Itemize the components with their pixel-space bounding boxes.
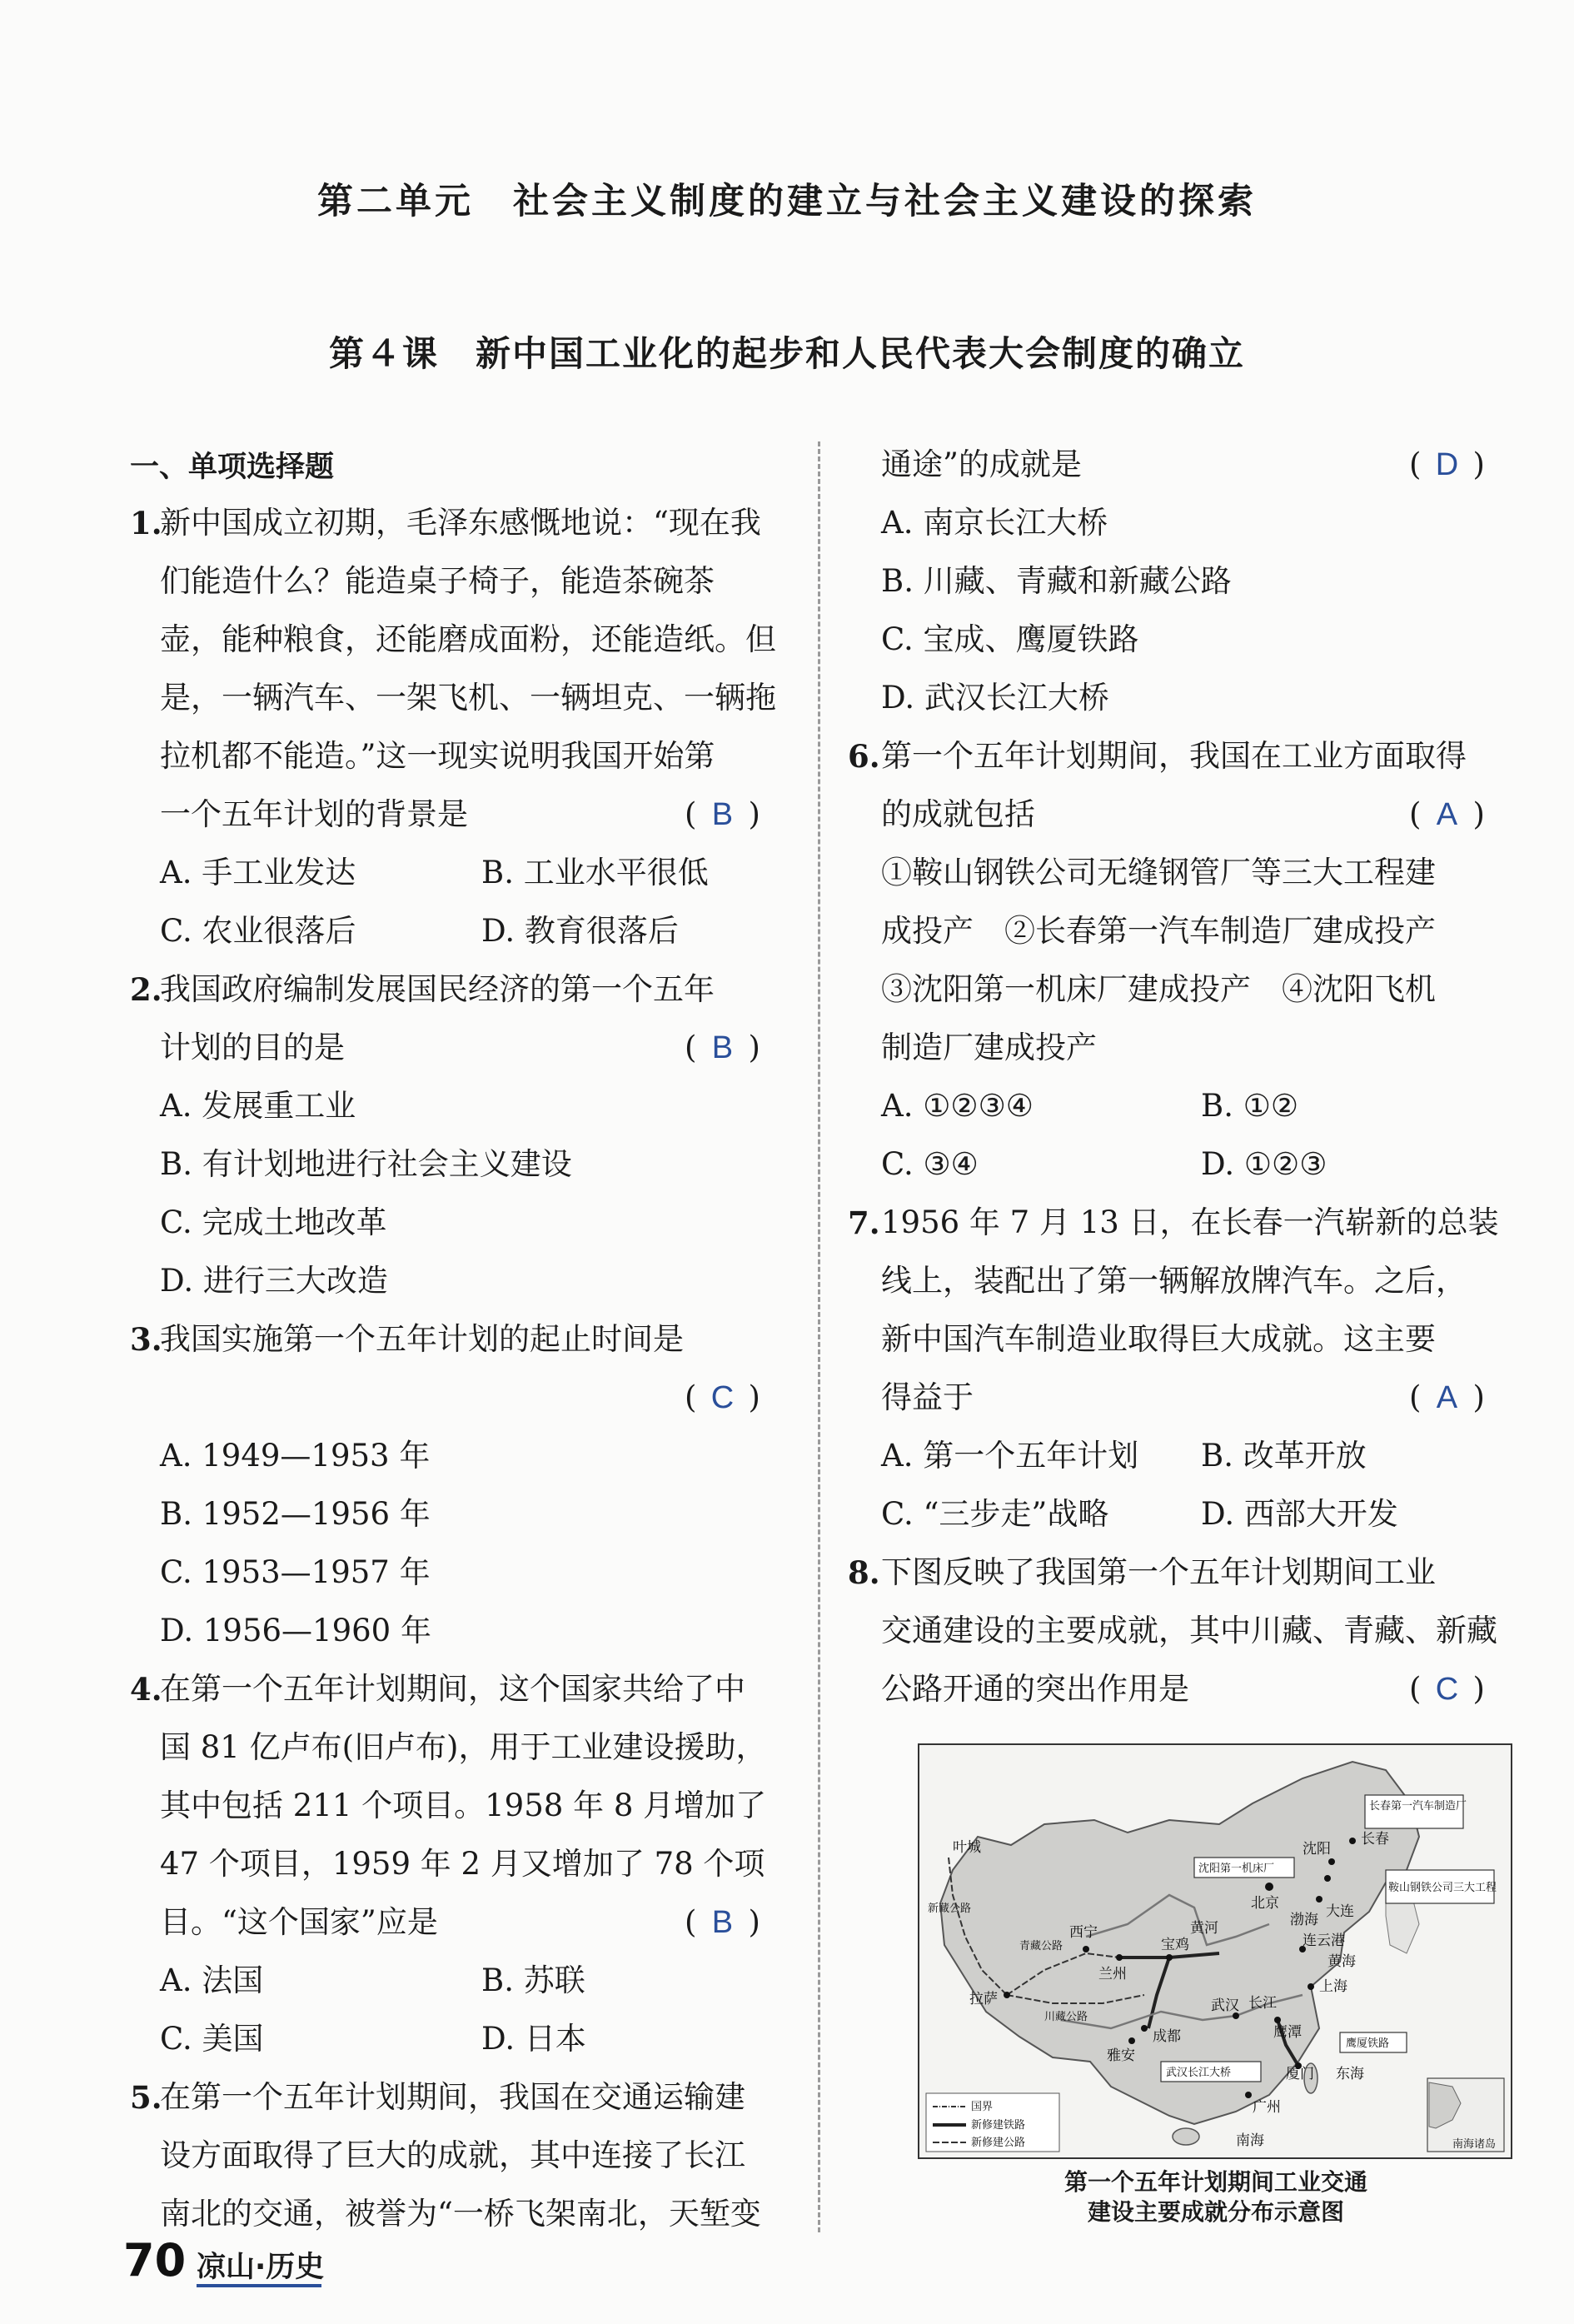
option-a: A. 发展重工业 <box>160 1088 356 1124</box>
paren-right: ) <box>1472 446 1485 482</box>
question-stem-line: 下图反映了我国第一个五年计划期间工业 <box>881 1554 1436 1590</box>
city-dot-shanghai <box>1308 1983 1314 1990</box>
label-chengdu: 成都 <box>1153 2028 1181 2045</box>
city-dot-xining <box>1083 1946 1089 1952</box>
label-lanzhou: 兰州 <box>1098 1966 1127 1982</box>
city-dot-lhasa <box>1004 1992 1010 1998</box>
answer-box <box>1409 1660 1485 1718</box>
question-stem-line: 新中国成立初期，毛泽东感慨地说：“现在我 <box>160 505 761 541</box>
question-stem-line: 其中包括 211 个项目。1958 年 8 月增加了 <box>160 1788 767 1823</box>
option-d: D. 教育很落后 <box>481 913 679 949</box>
label-bohai: 渤海 <box>1290 1912 1318 1928</box>
question-stem-line: 公路开通的突出作用是 <box>881 1671 1189 1707</box>
option-b: B. 工业水平很低 <box>481 855 709 890</box>
option-a: A. 1949—1953 年 <box>160 1438 431 1474</box>
option-a: A. 手工业发达 <box>160 855 356 890</box>
label-changchun-plant: 长春第一汽车制造厂 <box>1369 1800 1467 1813</box>
answer-letter: B <box>711 1030 734 1065</box>
label-guangzhou: 广州 <box>1253 2099 1281 2116</box>
question-stem-line: 交通建设的主要成就，其中川藏、青藏、新藏 <box>881 1613 1497 1648</box>
option-a: A. 第一个五年计划 <box>881 1438 1139 1474</box>
answer-letter: D <box>1435 447 1459 482</box>
option-d: D. 1956—1960 年 <box>160 1613 431 1648</box>
paren-left: ( <box>685 1379 697 1415</box>
label-south-sea: 南海 <box>1236 2132 1264 2149</box>
label-baoji: 宝鸡 <box>1161 1937 1189 1953</box>
label-xinzang: 新藏公路 <box>928 1903 972 1915</box>
footer-underline <box>197 2284 321 2287</box>
inset-label: 南海诸岛 <box>1452 2138 1497 2151</box>
label-beijing: 北京 <box>1251 1895 1279 1912</box>
option-d: D. 进行三大改造 <box>160 1263 388 1299</box>
question-number: 7. <box>848 1204 880 1241</box>
lesson-title: 第４课 新中国工业化的起步和人民代表大会制度的确立 <box>328 333 1245 374</box>
page-number: 70 <box>123 2234 187 2287</box>
paren-right: ) <box>1472 1379 1485 1415</box>
option-c: C. 农业很落后 <box>160 913 356 949</box>
paren-left: ( <box>1409 1671 1422 1707</box>
city-dot-baoji <box>1166 1954 1173 1961</box>
paren-right: ) <box>748 1030 760 1065</box>
option-a: A. 法国 <box>160 1962 264 1998</box>
question-number: 4. <box>130 1671 162 1708</box>
south-china-sea-inset <box>1427 2078 1504 2152</box>
question-stem-line: ③沈阳第一机床厂建成投产 ④沈阳飞机 <box>881 971 1436 1007</box>
map-legend <box>926 2093 1059 2152</box>
question-stem-line: 国 81 亿卢布(旧卢布)，用于工业建设援助， <box>160 1729 767 1765</box>
question-stem-line: 壶，能种粮食，还能磨成面粉，还能造纸。但 <box>160 621 776 657</box>
question-stem-line: 制造厂建成投产 <box>881 1030 1097 1065</box>
answer-letter: C <box>710 1380 735 1415</box>
map-caption-line-2: 建设主要成就分布示意图 <box>1087 2198 1344 2226</box>
label-lhasa: 拉萨 <box>969 1991 998 2007</box>
label-qingzang: 青藏公路 <box>1019 1940 1063 1952</box>
question-stem-line: 我国实施第一个五年计划的起止时间是 <box>160 1321 684 1357</box>
question-number: 2. <box>130 971 162 1008</box>
option-c: C. 宝成、鹰厦铁路 <box>881 621 1139 657</box>
option-d: D. 西部大开发 <box>1201 1496 1398 1532</box>
label-yecheng: 叶城 <box>953 1839 981 1856</box>
option-b: B. 有计划地进行社会主义建设 <box>160 1146 572 1182</box>
paren-right: ) <box>748 796 760 832</box>
label-dalian: 大连 <box>1326 1903 1354 1920</box>
label-xining: 西宁 <box>1069 1924 1098 1941</box>
answer-letter: B <box>711 1905 734 1940</box>
answer-box <box>685 1019 760 1077</box>
label-yangtze: 长江 <box>1248 1995 1277 2012</box>
option-d: D. 日本 <box>481 2021 586 2057</box>
paren-right: ) <box>1472 796 1485 832</box>
city-dot-beijing <box>1265 1883 1273 1891</box>
label-changchun: 长春 <box>1361 1831 1389 1848</box>
label-east-sea: 东海 <box>1336 2066 1364 2082</box>
map-caption-line-1: 第一个五年计划期间工业交通 <box>1063 2168 1367 2196</box>
label-yingxia: 鹰厦铁路 <box>1346 2037 1390 2050</box>
column-divider <box>818 441 820 2232</box>
answer-box <box>685 1893 760 1952</box>
label-yellow-river: 黄河 <box>1190 1920 1218 1937</box>
map-figure <box>918 1743 1512 2159</box>
question-stem-line: 得益于 <box>881 1379 974 1415</box>
question-stem-line: 拉机都不能造。”这一现实说明我国开始第 <box>160 738 715 774</box>
option-b: B. 改革开放 <box>1201 1438 1367 1474</box>
paren-left: ( <box>1409 446 1422 482</box>
option-c: C. 完成土地改革 <box>160 1204 387 1240</box>
question-stem-line: 成投产 ②长春第一汽车制造厂建成投产 <box>881 913 1436 949</box>
label-yingtan: 鹰潭 <box>1273 2024 1302 2041</box>
hainan-island <box>1173 2128 1199 2145</box>
label-wuhan-bridge: 武汉长江大桥 <box>1166 2067 1232 2079</box>
question-number: 3. <box>130 1321 162 1358</box>
question-stem-line: 47 个项目，1959 年 2 月又增加了 78 个项 <box>160 1846 765 1882</box>
legend-border: 国界 <box>971 2101 994 2113</box>
option-c: C. ③④ <box>881 1146 979 1182</box>
answer-box <box>1409 436 1485 494</box>
answer-box <box>1409 785 1485 844</box>
city-dot-yaan <box>1128 2037 1135 2044</box>
option-b: B. 1952—1956 年 <box>160 1496 431 1532</box>
china-map <box>919 1745 1511 2157</box>
question-number: 5. <box>130 2079 162 2116</box>
paren-left: ( <box>685 1030 697 1065</box>
option-d: D. ①②③ <box>1201 1146 1327 1182</box>
label-xiamen: 厦门 <box>1286 2066 1314 2082</box>
question-stem-line: 在第一个五年计划期间，我国在交通运输建 <box>160 2079 745 2115</box>
question-number: 6. <box>848 738 880 775</box>
legend-rail: 新修建铁路 <box>971 2119 1026 2132</box>
option-b: B. ①② <box>1201 1088 1299 1124</box>
city-dot-lanzhou <box>1116 1954 1123 1961</box>
option-c: C. 1953—1957 年 <box>160 1554 431 1590</box>
question-number: 8. <box>848 1554 880 1591</box>
question-stem-line: 计划的目的是 <box>160 1030 345 1065</box>
paren-left: ( <box>1409 1379 1422 1415</box>
question-stem-line: 新中国汽车制造业取得巨大成就。这主要 <box>881 1321 1436 1357</box>
paren-right: ) <box>748 1904 760 1940</box>
question-stem-line: 们能造什么？能造桌子椅子，能造茶碗茶 <box>160 563 715 599</box>
question-stem-line: 通途”的成就是 <box>881 446 1082 482</box>
question-stem-line: 第一个五年计划期间，我国在工业方面取得 <box>881 738 1467 774</box>
label-wuhan: 武汉 <box>1211 1997 1239 2014</box>
answer-box <box>1409 1369 1485 1427</box>
option-d: D. 武汉长江大桥 <box>881 680 1109 716</box>
question-stem-line: 目。“这个国家”应是 <box>160 1904 438 1940</box>
option-b: B. 苏联 <box>481 1962 585 1998</box>
label-yaan: 雅安 <box>1107 2047 1135 2064</box>
city-dot-changchun <box>1349 1838 1356 1844</box>
city-dot-dalian <box>1316 1896 1322 1903</box>
section-heading: 一、单项选择题 <box>130 451 335 484</box>
option-c: C. “三步走”战略 <box>881 1496 1109 1532</box>
label-anshan: 鞍山钢铁公司三大工程 <box>1388 1882 1497 1894</box>
paren-right: ) <box>748 1379 760 1415</box>
city-dot-guangzhou <box>1245 2092 1252 2098</box>
city-dot-chengdu <box>1141 2025 1148 2032</box>
paren-right: ) <box>1472 1671 1485 1707</box>
footer-label: 凉山·历史 <box>197 2251 325 2284</box>
option-c: C. 美国 <box>160 2021 264 2057</box>
option-a: A. ①②③④ <box>881 1088 1034 1124</box>
answer-letter: B <box>711 797 734 832</box>
paren-left: ( <box>685 1904 697 1940</box>
city-dot-yingtan <box>1274 2017 1281 2023</box>
question-stem-line: ①鞍山钢铁公司无缝钢管厂等三大工程建 <box>881 855 1436 890</box>
label-lianyungang: 连云港 <box>1303 1933 1345 1949</box>
unit-title: 第二单元 社会主义制度的建立与社会主义建设的探索 <box>317 181 1257 222</box>
question-stem-line: 设方面取得了巨大的成就，其中连接了长江 <box>160 2137 745 2173</box>
question-stem-line: 的成就包括 <box>881 796 1035 832</box>
question-stem-line: 我国政府编制发展国民经济的第一个五年 <box>160 971 715 1007</box>
label-shanghai: 上海 <box>1319 1978 1347 1995</box>
answer-box <box>685 1369 760 1427</box>
answer-letter: A <box>1436 797 1458 832</box>
question-stem-line: 南北的交通，被誉为“一桥飞架南北，天堑变 <box>160 2196 761 2232</box>
question-stem-line: 线上，装配出了第一辆解放牌汽车。之后， <box>881 1263 1467 1299</box>
question-stem-line: 一个五年计划的背景是 <box>160 796 468 832</box>
question-stem-line: 在第一个五年计划期间，这个国家共给了中 <box>160 1671 745 1707</box>
answer-letter: A <box>1436 1380 1458 1415</box>
legend-road: 新修建公路 <box>971 2137 1026 2149</box>
answer-box <box>685 785 760 844</box>
paren-left: ( <box>1409 796 1422 832</box>
option-b: B. 川藏、青藏和新藏公路 <box>881 563 1232 599</box>
label-yellow-sea: 黄海 <box>1327 1953 1356 1970</box>
option-a: A. 南京长江大桥 <box>881 505 1108 541</box>
city-dot-anshan <box>1324 1875 1331 1882</box>
label-chuanzang: 川藏公路 <box>1044 2011 1088 2023</box>
label-shenyang-plant: 沈阳第一机床厂 <box>1198 1863 1275 1875</box>
question-number: 1. <box>130 505 162 541</box>
label-shenyang: 沈阳 <box>1303 1841 1331 1858</box>
question-stem-line: 是，一辆汽车、一架飞机、一辆坦克、一辆拖 <box>160 680 776 716</box>
question-stem-line: 1956 年 7 月 13 日，在长春一汽崭新的总装 <box>881 1204 1499 1240</box>
answer-letter: C <box>1435 1672 1459 1707</box>
paren-left: ( <box>685 796 697 832</box>
city-dot-shenyang <box>1328 1858 1335 1865</box>
